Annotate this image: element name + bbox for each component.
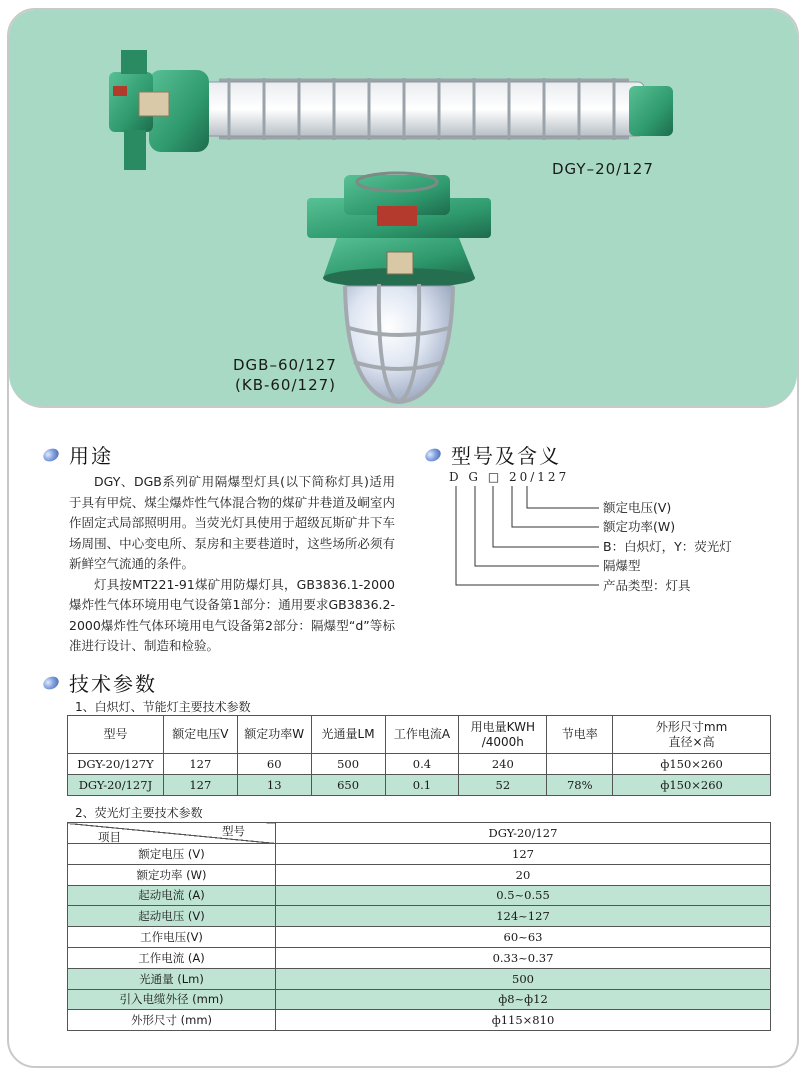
table-cell: 127 <box>163 754 237 775</box>
code-label-flameproof: 隔爆型 <box>603 558 641 573</box>
parameter-label-cell: 额定功率 (W) <box>68 864 276 885</box>
usage-body <box>69 472 395 657</box>
parameter-value-cell: 0.5~0.55 <box>276 885 771 906</box>
model-meaning-title: 型号及含义 <box>451 444 561 468</box>
model-code-leader-lines <box>449 484 599 594</box>
parameter-value-cell: 20 <box>276 864 771 885</box>
corner-model-label: 型号 <box>222 824 245 838</box>
parameter-label-cell: 起动电压 (V) <box>68 906 276 927</box>
corner-item-label: 项目 <box>98 830 121 844</box>
fluorescent-spec-table <box>67 822 771 1031</box>
table-cell: 0.1 <box>385 775 459 796</box>
table-cell: DGY-20/127Y <box>68 754 164 775</box>
table-cell: 500 <box>311 754 385 775</box>
table-row <box>68 754 771 775</box>
table-row <box>68 844 771 865</box>
table-row <box>68 989 771 1010</box>
parameter-label-cell: 起动电流 (A) <box>68 885 276 906</box>
table-row <box>68 968 771 989</box>
code-label-voltage: 额定电压(V) <box>603 500 672 515</box>
table-cell: ф150×260 <box>613 775 771 796</box>
table-row <box>68 775 771 796</box>
parameter-label-cell: 外形尺寸 (mm) <box>68 1010 276 1031</box>
table-row <box>68 1010 771 1031</box>
parameter-value-cell: ф8~ф12 <box>276 989 771 1010</box>
parameter-value-cell: ф115×810 <box>276 1010 771 1031</box>
table-header-row <box>68 823 771 844</box>
parameter-value-cell: 127 <box>276 844 771 865</box>
table-header-cell: 工作电流A <box>385 716 459 754</box>
table-row <box>68 927 771 948</box>
table-cell: 78% <box>547 775 613 796</box>
model-meaning-heading <box>425 440 561 469</box>
table-header-cell: 光通量LM <box>311 716 385 754</box>
table-header-cell: 额定功率W <box>237 716 311 754</box>
table-row <box>68 864 771 885</box>
incandescent-spec-table <box>67 715 771 796</box>
parameter-label-cell: 工作电流 (A) <box>68 947 276 968</box>
table-header-cell: 外形尺寸mm 直径×高 <box>613 716 771 754</box>
table-cell <box>547 754 613 775</box>
table-header-cell: 节电率 <box>547 716 613 754</box>
table-header-cell: 额定电压V <box>163 716 237 754</box>
table-cell: 127 <box>163 775 237 796</box>
parameter-value-cell: 60~63 <box>276 927 771 948</box>
parameter-label-cell: 工作电压(V) <box>68 927 276 948</box>
table-corner-cell <box>68 823 276 844</box>
parameter-value-cell: 500 <box>276 968 771 989</box>
table-row <box>68 947 771 968</box>
table-cell: 13 <box>237 775 311 796</box>
table-row <box>68 906 771 927</box>
page-card <box>7 8 799 1068</box>
model-header-cell: DGY-20/127 <box>276 823 771 844</box>
code-label-type: B：白炽灯，Y：荧光灯 <box>603 539 732 554</box>
table-cell: 60 <box>237 754 311 775</box>
bullet-icon <box>41 446 61 464</box>
code-label-power: 额定功率(W) <box>603 519 676 534</box>
parameter-label-cell: 引入电缆外径 (mm) <box>68 989 276 1010</box>
table2-caption: 2、荧光灯主要技术参数 <box>75 806 203 820</box>
parameter-label-cell: 额定电压 (V) <box>68 844 276 865</box>
usage-paragraph-1: DGY、DGB系列矿用隔爆型灯具(以下简称灯具)适用于具有甲烷、煤尘爆炸性气体混合物的煤矿井巷道及峒室内作固定式局部照明用。当荧光灯具使用于超级瓦斯矿井下车场周围、中心变电所、泵房和主要巷道时，这些场所必须有新鲜空气流通的条件。 <box>69 474 395 571</box>
bullet-icon <box>423 446 443 464</box>
table-cell: 240 <box>459 754 547 775</box>
usage-title: 用途 <box>69 444 113 468</box>
table-header-row <box>68 716 771 754</box>
table-header-cell: 用电量KWH /4000h <box>459 716 547 754</box>
product-illustration <box>9 10 799 408</box>
fluorescent-lamp-image <box>109 50 673 170</box>
table-cell: 650 <box>311 775 385 796</box>
bullet-icon <box>41 674 61 692</box>
table-cell: 52 <box>459 775 547 796</box>
flameproof-model-caption: DGB–60/127 <box>233 356 337 374</box>
product-photo-panel <box>9 10 797 408</box>
parameter-value-cell: 124~127 <box>276 906 771 927</box>
usage-heading <box>43 440 113 469</box>
tech-title: 技术参数 <box>69 672 157 696</box>
table1-caption: 1、白炽灯、节能灯主要技术参数 <box>75 700 251 714</box>
flameproof-alt-model-caption: (KB-60/127) <box>235 376 337 394</box>
table-header-cell: 型号 <box>68 716 164 754</box>
table-row <box>68 885 771 906</box>
table-cell: ф150×260 <box>613 754 771 775</box>
table-cell: DGY-20/127J <box>68 775 164 796</box>
parameter-value-cell: 0.33~0.37 <box>276 947 771 968</box>
tech-heading <box>43 668 157 697</box>
parameter-label-cell: 光通量 (Lm) <box>68 968 276 989</box>
usage-paragraph-2: 灯具按MT221-91煤矿用防爆灯具，GB3836.1-2000爆炸性气体环境用电气设备第1部分：通用要求GB3836.2-2000爆炸性气体环境用电气设备第2部分：隔爆型“d”等标准进行设计、制造和检验。 <box>69 576 395 653</box>
fluorescent-model-caption: DGY–20/127 <box>552 160 654 178</box>
code-label-product: 产品类型：灯具 <box>603 578 691 593</box>
model-code: D G □ 20/127 <box>449 470 570 484</box>
table-cell: 0.4 <box>385 754 459 775</box>
